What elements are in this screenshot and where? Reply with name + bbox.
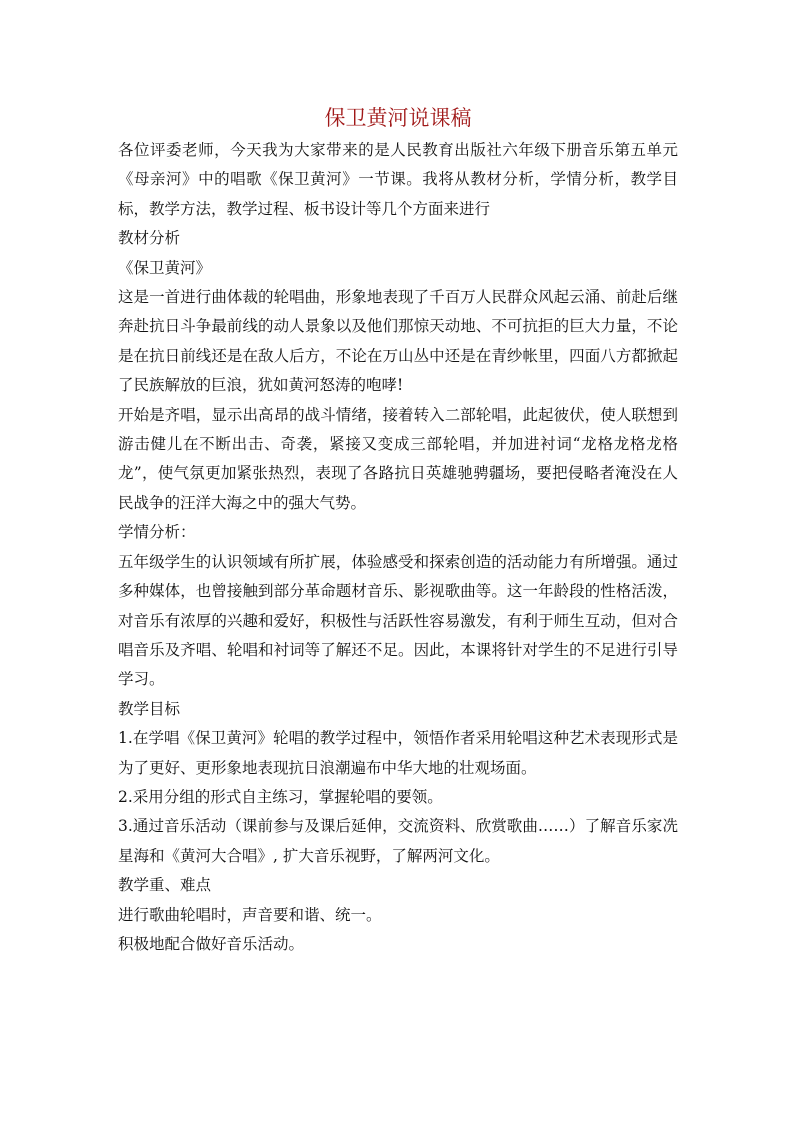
paragraph-song-description: 这是一首进行曲体裁的轮唱曲，形象地表现了千百万人民群众风起云涌、前赴后继奔赴抗日斗争最前线的动人景象以及他们那惊天动地、不可抗拒的巨大力量，不论是在抗日前线还是在敌人后方，不论在万山丛中还是在青纱帐里，四面八方都掀起了民族解放的巨浪，犹如黄河怒涛的咆哮! [118, 288, 678, 395]
heading-student-analysis: 学情分析： [118, 523, 196, 542]
key-point-2: 积极地配合做好音乐活动。 [118, 934, 305, 953]
paragraph-intro: 各位评委老师，今天我为大家带来的是人民教育出版社六年级下册音乐第五单元《母亲河》中的唱歌《保卫黄河》一节课。我将从教材分析，学情分析，教学目标，教学方法，教学过程、板书设计等几个方面来进行 [118, 141, 678, 218]
goal-item-1: 1.在学唱《保卫黄河》轮唱的教学过程中，领悟作者采用轮唱这种艺术表现形式是为了更好、更形象地表现抗日浪潮遍布中华大地的壮观场面。 [118, 729, 678, 777]
heading-teaching-goals: 教学目标 [118, 699, 181, 718]
document-title: 保卫黄河说课稿 [324, 106, 472, 130]
document-body [118, 104, 678, 959]
heading-song-title: 《保卫黄河》 [118, 258, 212, 277]
paragraph-song-structure: 开始是齐唱，显示出高昂的战斗情绪，接着转入二部轮唱，此起彼伏，使人联想到游击健儿在不断出击、奇袭，紧接又变成三部轮唱，并加进衬词“龙格龙格龙格龙”，使气氛更加紧张热烈，表现了各路抗日英雄驰骋疆场，要把侵略者淹没在人民战争的汪洋大海之中的强大气势。 [118, 405, 678, 512]
key-point-1: 进行歌曲轮唱时，声音要和谐、统一。 [118, 905, 382, 924]
goal-item-3: 3.通过音乐活动（课前参与及课后延伸，交流资料、欣赏歌曲……）了解音乐家冼星海和《黄河大合唱》, 扩大音乐视野，了解两河文化。 [118, 817, 678, 865]
goal-item-2: 2.采用分组的形式自主练习，掌握轮唱的要领。 [118, 787, 443, 806]
heading-textbook-analysis: 教材分析 [118, 229, 181, 248]
heading-key-points: 教学重、难点 [118, 876, 212, 895]
paragraph-student-analysis: 五年级学生的认识领域有所扩展，体验感受和探索创造的活动能力有所增强。通过多种媒体，也曾接触到部分革命题材音乐、影视歌曲等。这一年龄段的性格活泼，对音乐有浓厚的兴趣和爱好，积极性与活跃性容易激发，有利于师生互动，但对合唱音乐及齐唱、轮唱和衬词等了解还不足。因此，本课将针对学生的不足进行引导学习。 [118, 552, 678, 689]
